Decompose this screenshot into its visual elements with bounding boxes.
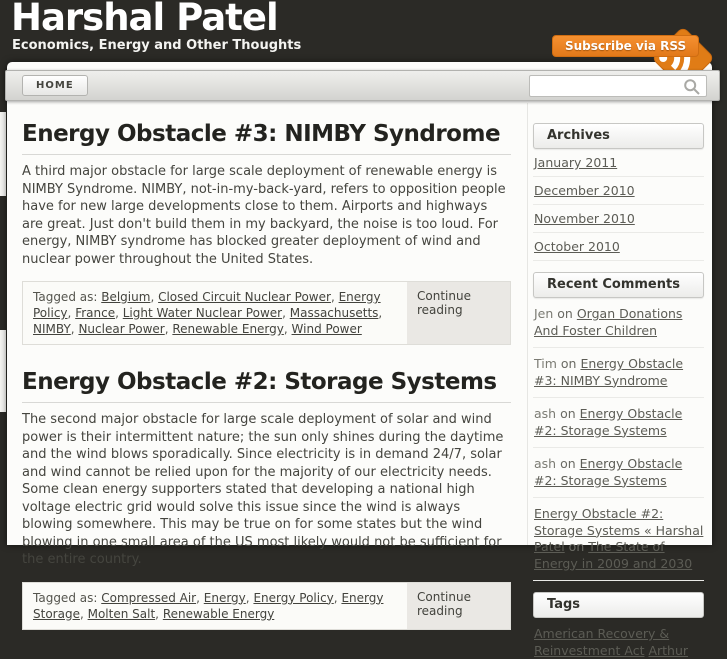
sidebar — [533, 112, 704, 659]
tag-link[interactable]: Renewable Energy — [172, 322, 284, 336]
tag-link[interactable]: Energy Policy — [253, 590, 334, 605]
tag-cloud-link[interactable]: Arthur — [648, 643, 689, 658]
recent-comments-list — [533, 298, 704, 581]
tag-link[interactable]: Belgium — [101, 290, 151, 304]
tag-cloud — [533, 618, 704, 659]
continue-reading-cell — [407, 583, 510, 629]
post-article — [22, 121, 511, 345]
tag-list: Belgium, Closed Circuit Nuclear Power, Energy Policy, France, Light Water Nuclear Power, Massachusetts, NIMBY, Nuclear Power, Renewable Energy, Wind Power — [33, 290, 383, 336]
comment-post-link[interactable]: Energy Obstacle #3: NIMBY Syndrome — [534, 356, 684, 388]
archive-link[interactable]: December 2010 — [534, 183, 635, 198]
left-edge-tab — [0, 330, 6, 412]
comment-post-link[interactable]: The State of Energy in 2009 and 2030 — [534, 539, 693, 571]
tag-link[interactable]: Energy Storage — [33, 590, 384, 621]
tags-cell — [23, 282, 407, 344]
comment-author: Jen — [534, 306, 554, 321]
tag-cloud-link[interactable]: American Recovery & Reinvestment Act — [534, 626, 670, 658]
tagged-as-label: Tagged as: — [33, 590, 98, 605]
recent-comment-item: Energy Obstacle #2: Storage Systems « Harshal Patel on The State of Energy in 2009 and 2030 — [533, 498, 704, 581]
post-body: The second major obstacle for large scale deployment of solar and wind power is their intermittent nature; the sun only shines during the daytime and the wind blows sporadically. Since electricity is in demand 24/7, solar and wind cannot be relied upon for the majority of our electricity needs. Some clean energy supporters stated that developing a national high voltage electric grid would solve this issue since the wind is always blowing somewhere. This may be true on for some states but the wind blowing in one small area of the US most likely would not be sufficient for the entire country. — [22, 412, 504, 567]
tags-cell — [23, 583, 407, 629]
archive-item — [533, 233, 704, 261]
comment-post-link[interactable]: Organ Donations And Foster Children — [534, 306, 683, 338]
tag-link[interactable]: Wind Power — [291, 322, 362, 336]
comment-author: ash — [534, 456, 557, 471]
comment-author-link[interactable]: Energy Obstacle #2: Storage Systems « Harshal Patel — [534, 506, 704, 554]
post-title: Energy Obstacle #3: NIMBY Syndrome — [22, 121, 511, 155]
tag-link[interactable]: Closed Circuit Nuclear Power — [158, 290, 331, 304]
tag-link[interactable]: Light Water Nuclear Power — [122, 306, 283, 320]
archives-list — [533, 149, 704, 261]
post-footer-box — [22, 281, 511, 345]
nav-home-button[interactable]: HOME — [22, 75, 88, 96]
tag-link[interactable]: NIMBY — [33, 322, 71, 336]
site-tagline: Economics, Energy and Other Thoughts — [12, 38, 302, 53]
post-body: A third major obstacle for large scale deployment of renewable energy is NIMBY Syndrome. NIMBY, not-in-my-back-yard, refers to opposition people have for new large developments close to them. Airports and highways are great. Just don't build them in my backyard, the noise is too loud. For energy, NIMBY syndrome has blocked greater deployment of wind and nuclear power throughout the United States. — [22, 164, 506, 267]
tagged-as-label: Tagged as: — [33, 290, 98, 304]
recent-comments-header: Recent Comments — [533, 272, 704, 298]
comment-author: Tim — [534, 356, 557, 371]
post-title: Energy Obstacle #2: Storage Systems — [22, 369, 511, 403]
tag-list: Compressed Air, Energy, Energy Policy, Energy Storage, Molten Salt, Renewable Energy — [33, 590, 384, 621]
comment-post-link[interactable]: Energy Obstacle #2: Storage Systems — [534, 456, 683, 488]
site-title: Harshal Patel — [11, 0, 278, 39]
search-box[interactable] — [529, 75, 707, 97]
tag-link[interactable]: Molten Salt — [87, 606, 156, 621]
archive-item — [533, 149, 704, 177]
comment-author: ash — [534, 406, 557, 421]
post-footer-box — [22, 582, 511, 630]
search-icon[interactable] — [683, 78, 701, 100]
tag-link[interactable]: Energy Policy — [33, 290, 381, 320]
archive-item — [533, 177, 704, 205]
archives-header: Archives — [533, 123, 704, 149]
comment-post-link[interactable]: Energy Obstacle #2: Storage Systems — [534, 406, 683, 438]
tag-link[interactable]: Nuclear Power — [78, 322, 165, 336]
tag-link[interactable]: Compressed Air — [101, 590, 197, 605]
subscribe-rss-button[interactable]: Subscribe via RSS — [552, 35, 699, 57]
sidebar-divider — [527, 103, 528, 545]
tag-link[interactable]: France — [75, 306, 116, 320]
recent-comment-item: ash on Energy Obstacle #2: Storage Systems — [533, 398, 704, 448]
archive-link[interactable]: November 2010 — [534, 211, 635, 226]
continue-reading-link[interactable]: Continue reading — [417, 589, 471, 618]
recent-comment-item: Jen on Organ Donations And Foster Children — [533, 298, 704, 348]
search-input[interactable] — [534, 77, 679, 95]
archive-item — [533, 205, 704, 233]
nav-bar — [5, 70, 720, 101]
continue-reading-link[interactable]: Continue reading — [417, 289, 471, 317]
tags-header: Tags — [533, 592, 704, 618]
main-column — [22, 111, 511, 630]
archive-link[interactable]: October 2010 — [534, 239, 620, 254]
continue-reading-cell — [407, 282, 510, 344]
recent-comment-item: ash on Energy Obstacle #2: Storage Systems — [533, 448, 704, 498]
tag-link[interactable]: Renewable Energy — [162, 606, 275, 621]
left-edge-tab — [0, 112, 6, 196]
post-article — [22, 369, 511, 630]
recent-comment-item: Tim on Energy Obstacle #3: NIMBY Syndrome — [533, 348, 704, 398]
tag-link[interactable]: Massachusetts — [289, 306, 379, 320]
tag-link[interactable]: Energy — [203, 590, 246, 605]
archive-link[interactable]: January 2011 — [534, 155, 618, 170]
